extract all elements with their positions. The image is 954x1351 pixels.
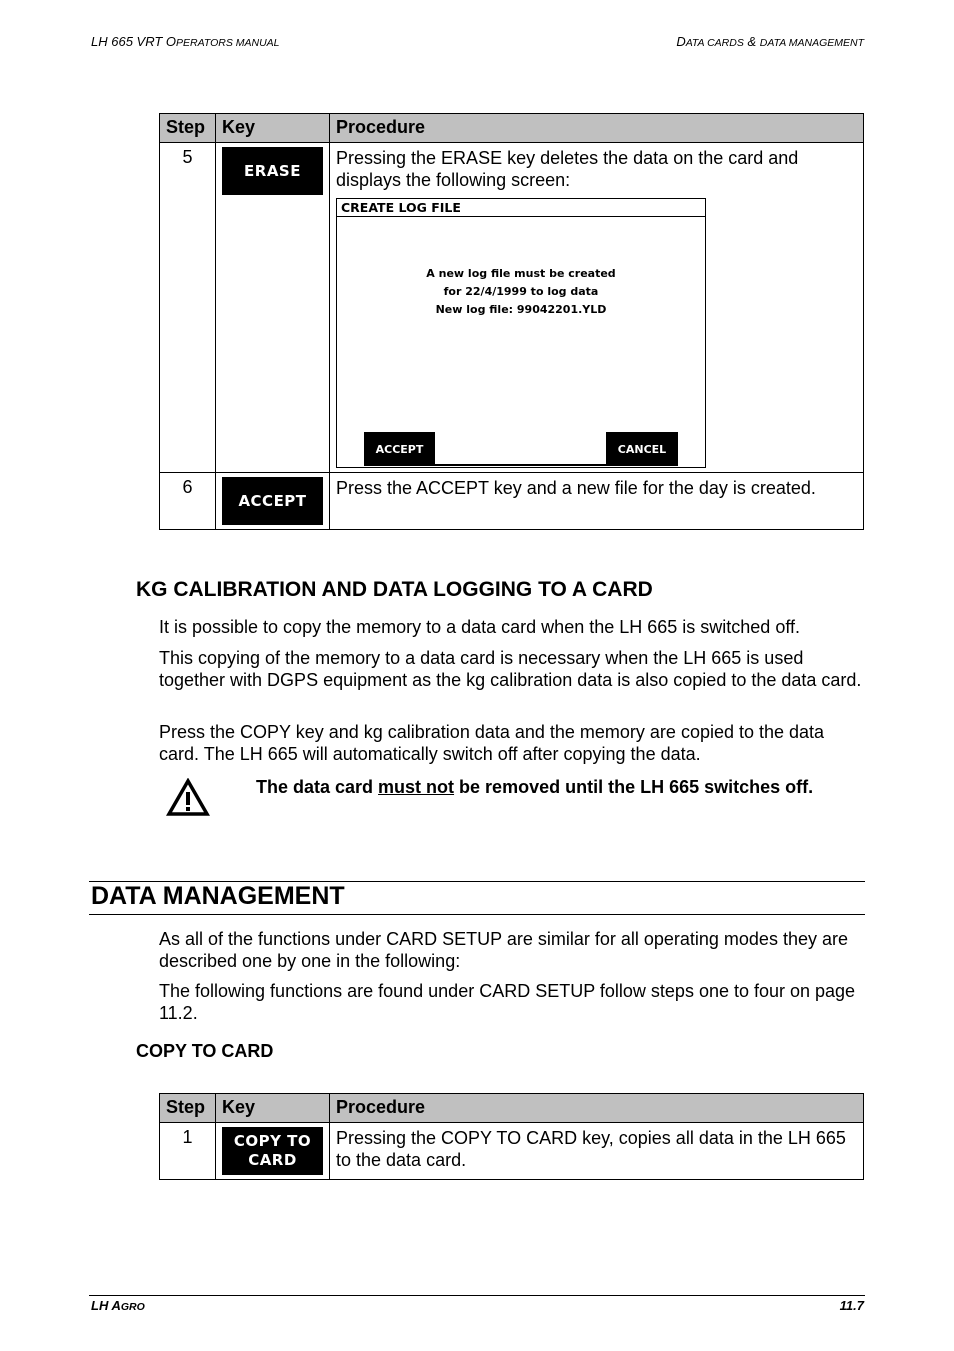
- footer-left-a: LH A: [91, 1298, 121, 1313]
- header-right-text-c: &: [743, 34, 760, 49]
- procedure-cell: [330, 143, 864, 473]
- footer-left-b: GRO: [120, 1301, 145, 1313]
- kg-paragraph-3: Press the COPY key and kg calibration data and the memory are copied to the data card. The LH 665 will automatically switch off after copying the data.: [159, 722, 825, 764]
- header-right-text-d: DATA MANAGEMENT: [759, 37, 864, 49]
- table-row: [160, 143, 864, 473]
- procedure-text: Press the ACCEPT key and a new file for the day is created.: [336, 478, 816, 498]
- header-left-text-b: PERATORS MANUAL: [176, 37, 280, 49]
- data-management-heading: DATA MANAGEMENT: [91, 882, 345, 910]
- copy-to-card-key[interactable]: [222, 1127, 323, 1175]
- procedure-table-copy: [159, 1093, 864, 1180]
- col-procedure-header: Procedure: [330, 1094, 864, 1123]
- table-header-row: [160, 114, 864, 143]
- footer-left: [91, 1298, 145, 1313]
- screen-message-line: New log file: 99042201.YLD: [435, 303, 607, 316]
- kg-calibration-heading: KG CALIBRATION AND DATA LOGGING TO A CARD: [136, 578, 653, 601]
- table-row: [160, 1123, 864, 1180]
- dm-paragraph-1: As all of the functions under CARD SETUP are similar for all operating modes they are described one by one in the following:: [159, 929, 848, 971]
- procedure-cell: [330, 473, 864, 530]
- dm-paragraph-2: The following functions are found under CARD SETUP follow steps one to four on page 11.2.: [159, 981, 856, 1023]
- screen-title: CREATE LOG FILE: [337, 199, 705, 217]
- step-number: 5: [160, 143, 216, 473]
- screen-accept-button[interactable]: ACCEPT: [364, 432, 435, 466]
- warning-text: [256, 776, 813, 798]
- copy-to-card-heading: COPY TO CARD: [136, 1041, 274, 1061]
- procedure-table-erase: [159, 113, 864, 530]
- page-number: 11.7: [839, 1298, 864, 1313]
- procedure-text: Pressing the ERASE key deletes the data on the card and displays the following screen:: [336, 148, 799, 190]
- col-key-header: Key: [216, 1094, 330, 1123]
- key-cell: [216, 473, 330, 530]
- key-cell: [216, 143, 330, 473]
- accept-key[interactable]: ACCEPT: [222, 477, 323, 525]
- running-header-right: [676, 34, 864, 49]
- procedure-cell: [330, 1123, 864, 1180]
- table-header-row: [160, 1094, 864, 1123]
- screen-message-line: A new log file must be created: [426, 267, 616, 280]
- running-header-left: [91, 34, 280, 49]
- step-number: 6: [160, 473, 216, 530]
- warning-text-c: be removed until the LH 665 switches off.: [454, 777, 814, 797]
- col-step-header: Step: [160, 114, 216, 143]
- procedure-text: Pressing the COPY TO CARD key, copies all data in the LH 665 to the data card.: [336, 1128, 846, 1170]
- warning-emphasis: must not: [378, 777, 455, 797]
- screen-cancel-button[interactable]: CANCEL: [606, 432, 678, 466]
- warning-icon: [166, 778, 210, 817]
- step-number: 1: [160, 1123, 216, 1180]
- col-procedure-header: Procedure: [330, 114, 864, 143]
- footer-rule: [89, 1295, 865, 1296]
- key-cell: [216, 1123, 330, 1180]
- erase-key[interactable]: ERASE: [222, 147, 323, 195]
- warning-text-a: The data card: [256, 777, 379, 797]
- header-right-text-b: ATA CARDS: [685, 37, 744, 49]
- screen-message-line: for 22/4/1999 to log data: [443, 285, 599, 298]
- header-right-text-a: D: [676, 34, 686, 49]
- key-label-line: CARD: [248, 1151, 297, 1169]
- kg-paragraph-1: It is possible to copy the memory to a data card when the LH 665 is switched off.: [159, 617, 801, 637]
- col-key-header: Key: [216, 114, 330, 143]
- section-rule-bottom: [89, 914, 865, 915]
- key-label-line: COPY TO: [233, 1132, 312, 1150]
- create-log-file-screen: [336, 198, 706, 468]
- header-left-text-a: LH 665 VRT O: [91, 34, 177, 49]
- col-step-header: Step: [160, 1094, 216, 1123]
- kg-paragraph-2: This copying of the memory to a data card is necessary when the LH 665 is used together with DGPS equipment as the kg calibration data is also copied to the data card.: [159, 648, 862, 690]
- table-row: [160, 473, 864, 530]
- screen-message: [337, 265, 705, 319]
